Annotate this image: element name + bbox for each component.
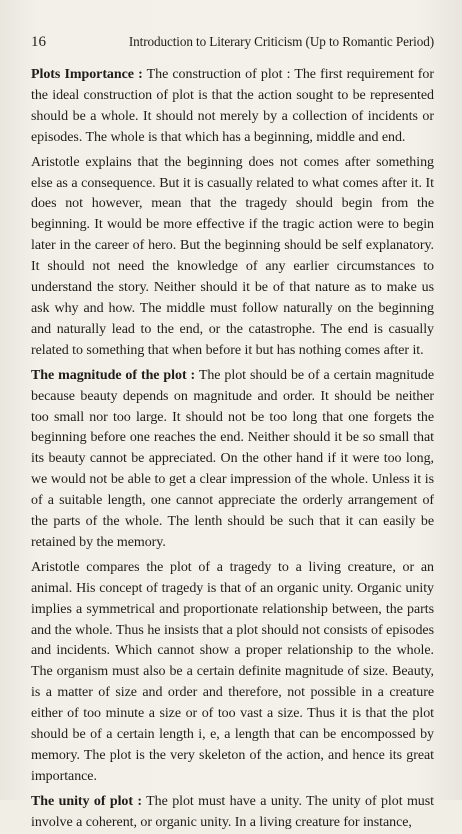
paragraph-plots-importance xyxy=(31,65,434,149)
paragraph-text: The plot should be of a certain magnitude because beauty depends on magnitude and order. It should be neither too small nor too large. It should not be too long that one forgets the beginning before one reaches the end. Neither should it be so small that its beauty cannot be appreciated. On the other hand if it were too long, we would not be able to get a clear impression of the whole. Unless it is of a suitable length, one cannot appreciate the orderly arrangement of the parts of the whole. The lenth should be such that it can easily be retained by the memory. xyxy=(31,367,434,550)
paragraph-magnitude xyxy=(31,366,434,554)
paragraph-unity-of-plot xyxy=(31,792,434,834)
paragraph-beginning xyxy=(31,153,434,362)
paragraph-text: The plot must have a unity. The unity of plot must involve a coherent, or organic unity. In a living creature for instance, xyxy=(31,793,434,830)
paragraph-heading: Plots Importance : xyxy=(31,67,143,82)
paragraph-text: The construction of plot : The first requirement for the ideal construction of plot is that the action sought to be represented should be a whole. It should not merely by a collection of incidents or episodes. The whole is that which has a beginning, middle and end. xyxy=(31,67,434,145)
paragraph-living-creature xyxy=(31,558,434,788)
paragraph-heading: The magnitude of the plot : xyxy=(31,367,196,383)
page-number: 16 xyxy=(31,34,46,50)
body-text xyxy=(31,65,434,834)
page-header xyxy=(31,34,434,51)
paragraph-text: Aristotle compares the plot of a tragedy to a living creature, or an animal. His concept of tragedy is that of an organic unity. Organic unity implies a symmetrical and proportionate relationship between, the parts and the whole. Thus he insists that a plot should not consists of episodes and incidents. Which cannot show a proper relationship to the whole. The organism must also be a certain definite magnitude of size. Beauty, is a matter of size and order and therefore, not possible in a creature either of too minute a size or of too vast a size. Thus it is that the plot should be of a certain length i, e, a length that can be encompossed by memory. The plot is the very skeleton of the action, and hence its great importance. xyxy=(31,559,434,784)
paragraph-text: Aristotle explains that the beginning does not comes after something else as a consequence. But it is casually related to what comes after it. It does not however, mean that the tragedy should begin from the beginning. It would be more effective if the tragic action were to begin later in the career of hero. But the beginning should be self explanatory. It should not need the knowledge of any earlier circumstances to understand the story. Neither should it be of that nature as to make us ask why and how. The middle must follow naturally on the beginning and naturally lead to the end, or the catastrophe. The end is casually related to something that when before it but has nothing comes after it. xyxy=(31,154,434,358)
running-title: Introduction to Literary Criticism (Up to Romantic Period) xyxy=(128,34,434,49)
paragraph-heading: The unity of plot : xyxy=(31,793,143,809)
